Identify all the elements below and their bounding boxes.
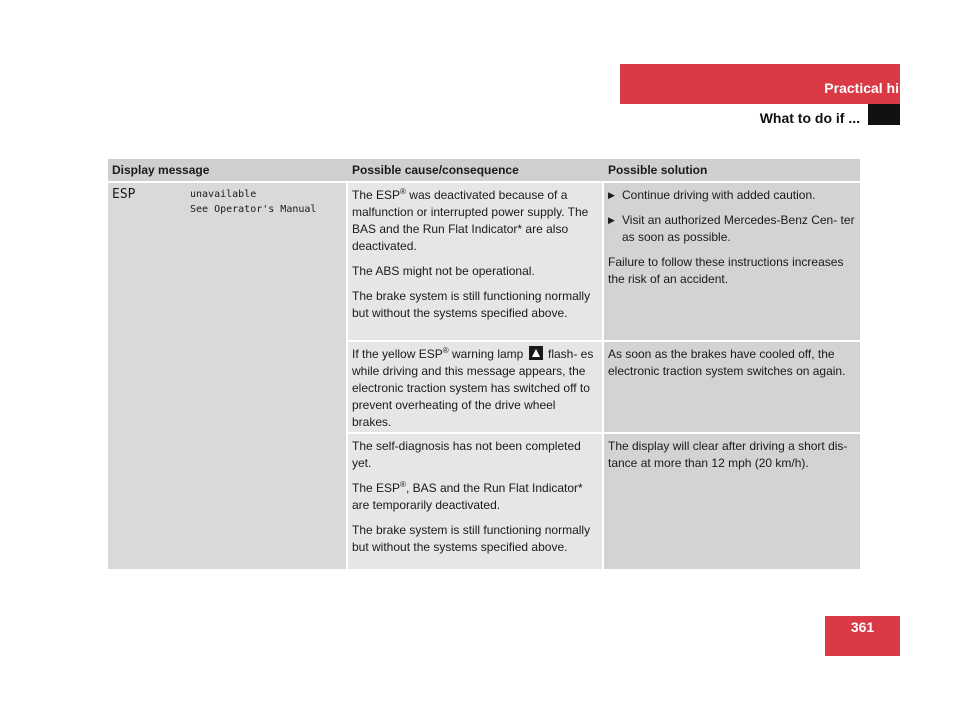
table-row [348, 342, 860, 434]
solution-paragraph: As soon as the brakes have cooled off, the electronic traction system switches on again. [608, 347, 846, 378]
solution-paragraph: Failure to follow these instructions increases the risk of an accident. [608, 255, 844, 286]
cause-paragraph: The ABS might not be operational. [352, 264, 535, 278]
display-line-1: unavailable [190, 189, 257, 200]
arrow-bullet-icon: ▶ [608, 190, 615, 200]
esp-warning-lamp-icon [529, 346, 543, 360]
cause-cell [348, 434, 604, 569]
solution-bullet: ▶ Visit an authorized Mercedes-Benz Cen- ter as soon as possible. [608, 213, 855, 244]
cause-paragraph: The self-diagnosis has not been completed yet. [352, 439, 581, 470]
table-body [108, 183, 860, 569]
solution-cell [604, 183, 860, 340]
display-message-cell [108, 183, 348, 569]
section-title: Practical hints [824, 80, 920, 96]
cause-paragraph: The ESP®, BAS and the Run Flat Indicator* are temporarily deactivated. [352, 480, 583, 512]
cause-cell [348, 342, 604, 432]
header-possible-cause: Possible cause/consequence [352, 163, 519, 177]
cause-paragraph: The brake system is still functioning normally but without the systems specified above. [352, 523, 591, 554]
header-possible-solution: Possible solution [608, 163, 708, 177]
solution-bullet: ▶ Continue driving with added caution. [608, 188, 816, 202]
display-text [190, 187, 316, 217]
cause-paragraph: The brake system is still functioning normally but without the systems specified above. [352, 289, 591, 320]
display-code: ESP [112, 187, 136, 202]
cause-paragraph: The ESP® was deactivated because of a malfunction or interrupted power supply. The BAS and the Run Flat Indicator* are also deactivated. [352, 187, 589, 253]
cause-paragraph: If the yellow ESP® warning lamp flash- es while driving and this message appears, the electronic traction system has switched off to prevent overheating of the drive wheel brakes. [352, 346, 594, 429]
header-display-message: Display message [112, 163, 210, 177]
arrow-bullet-icon: ▶ [608, 215, 615, 225]
solution-paragraph: The display will clear after driving a short dis- tance at more than 12 mph (20 km/h). [608, 439, 848, 470]
page-number: 361 [850, 619, 875, 635]
table-row [348, 183, 860, 342]
cause-solution-rows [348, 183, 860, 569]
thumb-tab-marker [868, 104, 900, 125]
table-header-row [108, 159, 860, 183]
solution-cell [604, 342, 860, 432]
table-row [348, 434, 860, 569]
display-message-table [108, 159, 860, 569]
subsection-title: What to do if ... [759, 110, 860, 126]
solution-cell [604, 434, 860, 569]
cause-cell [348, 183, 604, 340]
display-line-2: See Operator's Manual [190, 204, 317, 215]
